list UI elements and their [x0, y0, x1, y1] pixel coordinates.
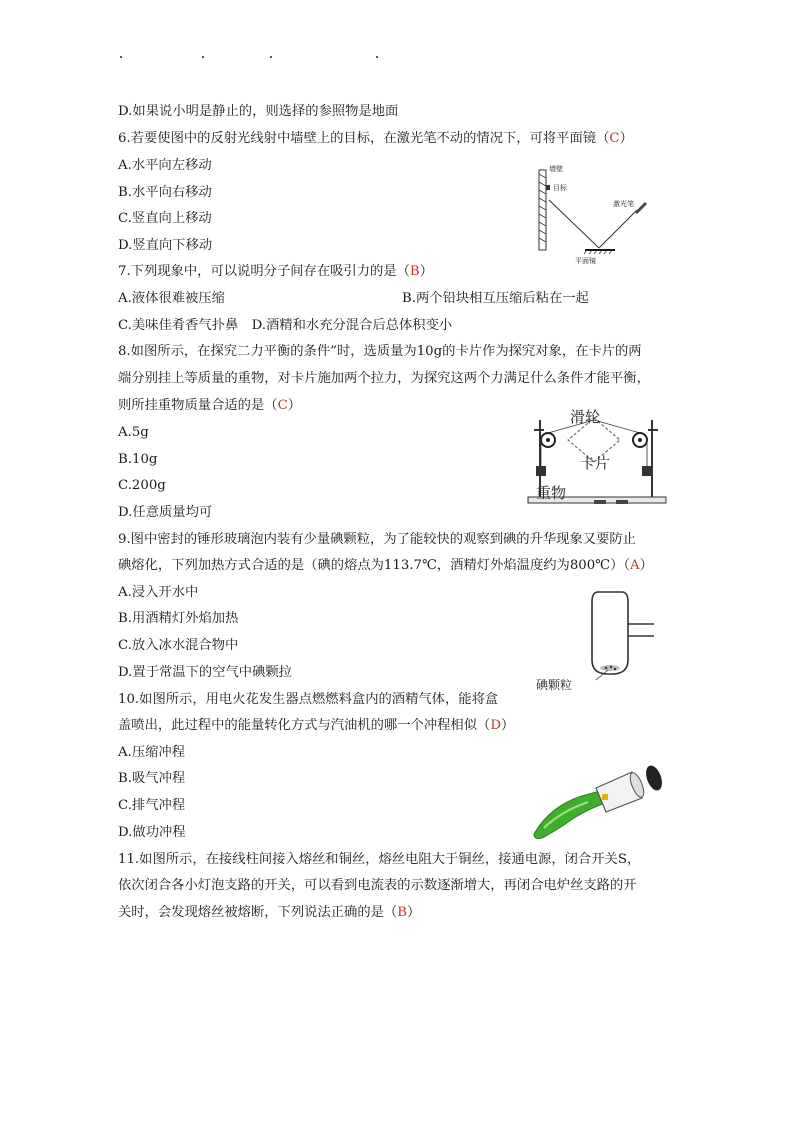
q11-stem-line1: 11.如图所示，在接线柱间接入熔丝和铜丝，熔丝电阻大于铜丝，接通电源，闭合开关S， — [118, 852, 641, 867]
q8-stem-line3: 则所挂重物质量合适的是（C） — [118, 398, 302, 413]
q6-option-c: C.竖直向上移动 — [118, 211, 212, 226]
q5-option-d: D.如果说小明是静止的，则选择的参照物是地面 — [118, 104, 399, 119]
q10-option-b: B.吸气冲程 — [118, 771, 186, 786]
iodine-label: 碘颗粒 — [536, 678, 573, 692]
q8-option-a: A.5g — [118, 425, 149, 440]
q7-option-a: A.液体很难被压缩 — [118, 291, 225, 306]
q10-option-c: C.排气冲程 — [118, 798, 186, 813]
wall-label: 墙壁 — [549, 165, 563, 173]
target-label: 目标 — [553, 184, 567, 192]
q6-answer: C — [609, 131, 620, 146]
q6-option-b: B.水平向右移动 — [118, 185, 212, 200]
force-balance-figure — [524, 400, 669, 510]
q9-option-b: B.用酒精灯外焰加热 — [118, 611, 239, 626]
q7-stem: 7.下列现象中，可以说明分子间存在吸引力的是（B） — [118, 264, 433, 279]
q8-stem-line1: 8.如图所示，在探究二力平衡的条件”时，选质量为10g的卡片作为探究对象，在卡片的两 — [118, 344, 642, 359]
q7-option-cd: C.美味佳肴香气扑鼻 D.酒精和水充分混合后总体积变小 — [118, 318, 453, 333]
q8-option-b: B.10g — [118, 452, 158, 467]
q8-option-c: C.200g — [118, 478, 166, 493]
q8-answer: C — [277, 398, 288, 413]
q9-stem-line2: 碘熔化，下列加热方式合适的是（碘的熔点为113.7℃，酒精灯外焰温度约为800℃）（A） — [118, 558, 653, 573]
q10-stem-line2: 盖喷出，此过程中的能量转化方式与汽油机的哪一个冲程相似（D） — [118, 718, 515, 733]
q11-answer: B — [397, 905, 408, 920]
q9-option-d: D.置于常温下的空气中碘颗拉 — [118, 665, 292, 680]
q10-option-a: A.压缩冲程 — [118, 745, 186, 760]
q9-answer: A — [630, 558, 640, 573]
mirror-label: 平面镜 — [575, 257, 596, 265]
q6-option-a: A.水平向左移动 — [118, 158, 212, 173]
pulley-label: 滑轮 — [570, 408, 601, 426]
iodine-bulb-figure — [536, 588, 656, 694]
q6-option-d: D.竖直向下移动 — [118, 238, 213, 253]
q7-option-b: B.两个铅块相互压缩后粘在一起 — [402, 291, 589, 306]
q9-option-c: C.放入冰水混合物中 — [118, 638, 239, 653]
q9-stem-line1: 9.图中密封的锤形玻璃泡内装有少量碘颗粒，为了能较快的观察到碘的升华现象又要防止 — [118, 532, 636, 547]
spark-generator-figure — [530, 762, 670, 842]
q10-option-d: D.做功冲程 — [118, 825, 186, 840]
q8-stem-line2: 端分别挂上等质量的重物，对卡片施加两个拉力，为探究这两个力满足什么条件才能平衡， — [118, 371, 650, 386]
header-dots — [120, 56, 390, 62]
q10-answer: D — [490, 718, 501, 733]
laser-label: 激光笔 — [613, 200, 634, 208]
q9-option-a: A.浸入开水中 — [118, 585, 199, 600]
q10-stem-line1: 10.如图所示，用电火花发生器点燃燃料盒内的酒精气体，能将盒 — [118, 692, 499, 707]
mirror-reflection-figure — [535, 162, 660, 267]
q11-stem-line3: 关时，会发现熔丝被熔断，下列说法正确的是（B） — [118, 905, 421, 920]
q7-answer: B — [409, 264, 420, 279]
weight-label: 重物 — [536, 484, 567, 502]
q8-option-d: D.任意质量均可 — [118, 505, 213, 520]
q6-stem: 6.若要使图中的反射光线射中墙壁上的目标，在激光笔不动的情况下，可将平面镜（C） — [118, 131, 633, 146]
q11-stem-line2: 依次闭合各小灯泡支路的开关，可以看到电流表的示数逐渐增大，再闭合电炉丝支路的开 — [118, 878, 637, 893]
card-label: 卡片 — [580, 454, 611, 472]
